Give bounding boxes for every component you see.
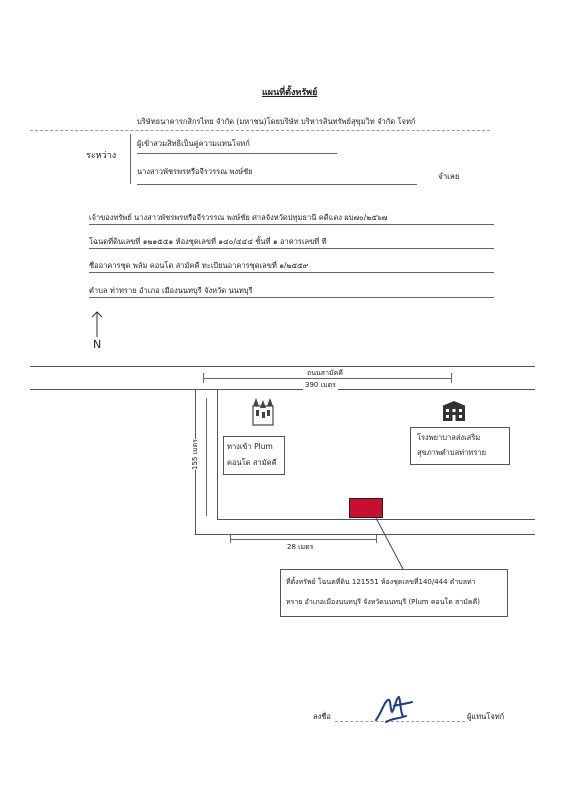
road-edge-top — [30, 366, 535, 367]
distance-bottom-label: 28 เมตร — [287, 543, 314, 551]
north-arrow-icon — [90, 310, 104, 338]
plaintiff-text: บริษัทธนาคารกสิกรไทย จำกัด (มหาชน)โดยบริษัท บริหารสินทรัพย์สุขุมวิท จำกัด โจทก์ — [137, 117, 416, 126]
distance-top-label: 390 เมตร — [305, 381, 336, 389]
entrance-label-line1: ทางเข้า Plum — [227, 442, 273, 451]
callout-line2: ทราย อำเภอเมืองนนทบุรี จังหวัดนนทบุรี (Plum คอนโด สามัคคี) — [286, 598, 480, 606]
defendant-text: นางสาวพัชรพรหรือจีรวรรณ พงษ์ชัย — [137, 167, 253, 176]
signature-role: ผู้แทนโจทก์ — [467, 712, 505, 721]
page-title: แผนที่ตั้งทรัพย์ — [262, 88, 318, 98]
handwritten-signature — [372, 692, 416, 726]
property-marker — [349, 498, 383, 518]
entrance-label-box — [223, 436, 285, 475]
building-towers-icon — [252, 398, 274, 426]
distance-bottom-line — [230, 539, 376, 540]
hospital-icon — [442, 401, 466, 421]
deed-underline — [89, 248, 494, 249]
bracket-line — [130, 134, 131, 184]
distance-side-label: 155 เมตร — [191, 439, 199, 470]
defendant-role: จำเลย — [438, 172, 460, 181]
distance-top-tick-right — [451, 373, 452, 383]
north-label: N — [93, 338, 102, 351]
building-underline — [89, 272, 494, 273]
substitute-text: ผู้เข้าสวมสิทธิเป็นคู่ความแทนโจทก์ — [137, 139, 250, 148]
defendant-underline — [137, 184, 417, 185]
hospital-label-box — [410, 427, 510, 465]
lower-road-bottom — [195, 534, 535, 535]
soi-right-edge — [217, 389, 218, 519]
distance-top-tick-left — [203, 373, 204, 383]
location-line: ตำบล ท่าทราย อำเภอ เมืองนนทบุรี จังหวัด นนทบุรี — [89, 286, 253, 295]
building-line: ชื่ออาคารชุด พลัม คอนโด สามัคคี ทะเบียนอาคารชุดเลขที่ ๑/๒๕๕๙ — [89, 261, 309, 270]
distance-top-line — [203, 378, 451, 379]
between-label: ระหว่าง — [86, 151, 117, 161]
distance-bottom-tick-left — [230, 535, 231, 543]
header-top-line — [30, 130, 490, 131]
location-underline — [89, 297, 494, 298]
substitute-underline — [137, 153, 337, 154]
owner-line: เจ้าของทรัพย์ นางสาวพัชรพรหรือจีรวรรณ พงษ์ชัย ศาลจังหวัดปทุมธานี คดีแดง ผบ๗๐/๒๕๖๗ — [89, 213, 388, 222]
callout-leader-line — [375, 518, 405, 570]
callout-line1: ที่ตั้งทรัพย์ โฉนดที่ดิน 121551 ห้องชุดเลขที่140/444 ตำบลท่า — [286, 578, 476, 586]
owner-underline — [89, 224, 494, 225]
property-callout-box — [280, 569, 508, 617]
distance-side-line — [206, 398, 207, 516]
road-edge-bottom — [30, 389, 535, 390]
entrance-label-line2: คอนโด สามัคคี — [227, 458, 277, 467]
sign-label: ลงชื่อ — [313, 712, 331, 721]
hospital-label-line2: สุขภาพตำบลท่าทราย — [417, 448, 486, 457]
hospital-label-line1: โรงพยาบาลส่งเสริม — [417, 433, 481, 442]
deed-line: โฉนดที่ดินเลขที่ ๑๒๑๕๕๑ ห้องชุดเลขที่ ๑๔๐/๔๔๔ ชั้นที่ ๑ อาคารเลขที่ ที — [89, 237, 327, 246]
road-name-label: ถนนสามัคคี — [307, 369, 343, 377]
